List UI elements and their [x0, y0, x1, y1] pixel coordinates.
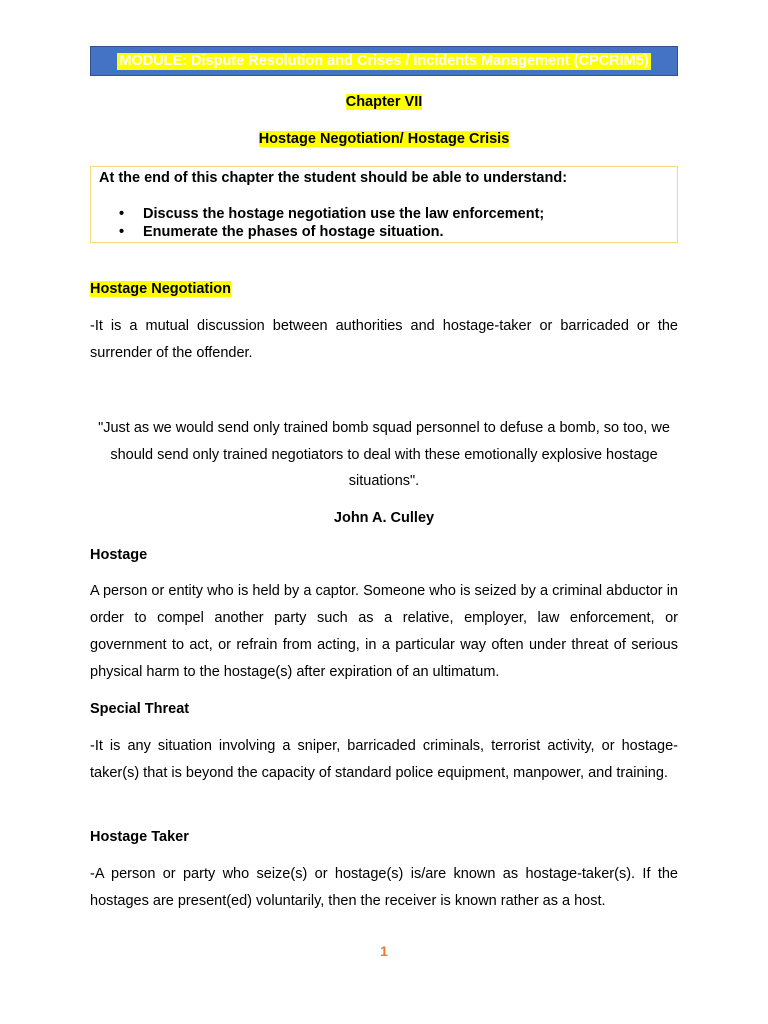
quote-author: John A. Culley: [333, 510, 435, 526]
heading-hostage: Hostage: [90, 547, 148, 563]
paragraph-hostage: A person or entity who is held by a captor. Someone who is seized by a criminal abductor in order to compel another party such as a relative, employer, law enforcement, or government to act, or refrain from acting, in a particular way often under threat of serious physical harm to the hostage(s) after expiration of an ultimatum.: [90, 583, 678, 680]
heading-text: Hostage Negotiation: [90, 281, 231, 297]
quote-text: "Just as we would send only trained bomb squad personnel to defuse a bomb, so too, we should send only trained negotiators to deal with these emotionally explosive hostage situations".: [98, 420, 670, 489]
objectives-intro: At the end of this chapter the student should be able to understand:: [99, 170, 568, 186]
objectives-list: [91, 205, 544, 241]
module-banner: [90, 46, 678, 76]
paragraph-special-threat: -It is any situation involving a sniper, barricaded criminals, terrorist activity, or hostage-taker(s) that is beyond the capacity of standard police equipment, manpower, and training.: [90, 738, 678, 781]
heading-hostage-negotiation: [90, 281, 231, 297]
paragraph-hostage-negotiation: -It is a mutual discussion between authorities and hostage-taker or barricaded or the surrender of the offender.: [90, 318, 678, 361]
chapter-label: Chapter VII: [345, 94, 423, 110]
heading-hostage-taker: Hostage Taker: [90, 829, 189, 845]
chapter-title: [90, 131, 678, 147]
objective-item: • Discuss the hostage negotiation use the law enforcement;: [91, 205, 544, 223]
learning-objectives-box: [90, 166, 678, 243]
paragraph-hostage-taker: -A person or party who seize(s) or hostage(s) is/are known as hostage-taker(s). If the hostages are present(ed) voluntarily, then the receiver is known rather as a host.: [90, 866, 678, 909]
objective-item: • Enumerate the phases of hostage situation.: [91, 223, 544, 241]
module-title: MODULE: Dispute Resolution and Crises / Incidents Management (CPCRIM5): [119, 52, 649, 69]
chapter-number: [90, 94, 678, 110]
page-number: 1: [380, 943, 388, 959]
heading-special-threat: Special Threat: [90, 701, 190, 717]
chapter-title-text: Hostage Negotiation/ Hostage Crisis: [258, 131, 510, 147]
